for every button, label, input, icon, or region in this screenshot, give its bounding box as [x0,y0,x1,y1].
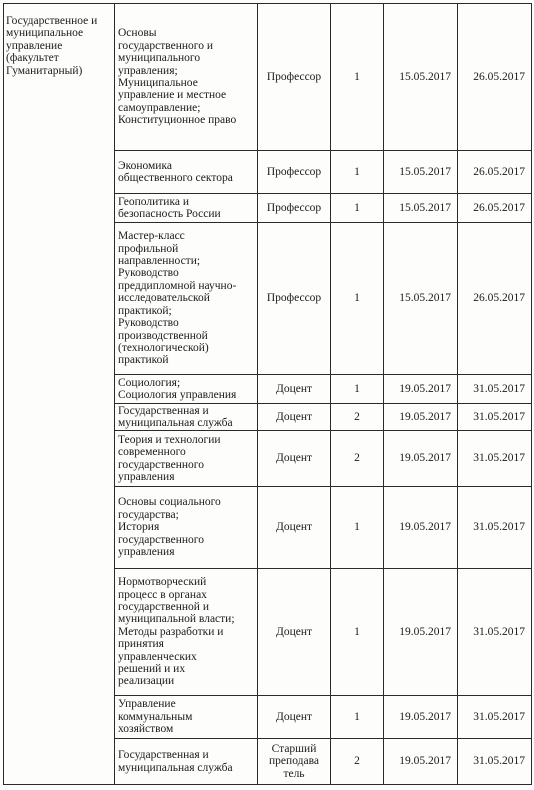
rate-cell: 1 [331,487,384,569]
end-date-cell: 31.05.2017 [458,431,532,487]
position-cell: Доцент [258,569,331,696]
end-date-cell: 31.05.2017 [458,569,532,696]
position-cell: Доцент [258,404,331,431]
position-cell: Профессор [258,194,331,223]
rate-cell: 2 [331,739,384,785]
rate-cell: 1 [331,696,384,739]
discipline-cell: Основы социального государства; История государственного управления [115,487,258,569]
start-date-cell: 19.05.2017 [384,569,458,696]
end-date-cell: 26.05.2017 [458,4,532,151]
rate-cell: 2 [331,431,384,487]
faculty-cell: Государственное и муниципальное управление (факультет Гуманитарный) [4,4,115,785]
rate-cell: 1 [331,375,384,404]
start-date-cell: 19.05.2017 [384,375,458,404]
position-cell: Доцент [258,375,331,404]
rate-cell: 1 [331,223,384,375]
start-date-cell: 19.05.2017 [384,696,458,739]
discipline-cell: Теория и технологии современного государственного управления [115,431,258,487]
vacancy-table [3,3,532,785]
position-cell: Профессор [258,4,331,151]
start-date-cell: 19.05.2017 [384,739,458,785]
start-date-cell: 19.05.2017 [384,404,458,431]
discipline-cell: Мастер-класс профильной направленности; Руководство преддипломной научно- исследовательской практикой; Руководство производственной (технологической) практикой [115,223,258,375]
discipline-cell: Управление коммунальным хозяйством [115,696,258,739]
discipline-cell: Экономика общественного сектора [115,151,258,194]
position-cell: Профессор [258,151,331,194]
end-date-cell: 26.05.2017 [458,151,532,194]
discipline-cell: Основы государственного и муниципального управления; Муниципальное управление и местное самоуправление; Конституционное право [115,4,258,151]
position-cell: Доцент [258,431,331,487]
end-date-cell: 31.05.2017 [458,487,532,569]
end-date-cell: 31.05.2017 [458,739,532,785]
start-date-cell: 15.05.2017 [384,4,458,151]
position-cell: Доцент [258,487,331,569]
discipline-cell: Социология; Социология управления [115,375,258,404]
discipline-cell: Государственная и муниципальная служба [115,739,258,785]
start-date-cell: 19.05.2017 [384,431,458,487]
start-date-cell: 19.05.2017 [384,487,458,569]
discipline-cell: Геополитика и безопасность России [115,194,258,223]
table-row [4,4,532,151]
discipline-cell: Нормотворческий процесс в органах государственной и муниципальной власти; Методы разработки и принятия управленческих решений и их реализации [115,569,258,696]
end-date-cell: 26.05.2017 [458,194,532,223]
rate-cell: 2 [331,404,384,431]
rate-cell: 1 [331,194,384,223]
position-cell: Старший преподава тель [258,739,331,785]
position-cell: Профессор [258,223,331,375]
rate-cell: 1 [331,4,384,151]
rate-cell: 1 [331,151,384,194]
end-date-cell: 26.05.2017 [458,223,532,375]
position-cell: Доцент [258,696,331,739]
end-date-cell: 31.05.2017 [458,696,532,739]
start-date-cell: 15.05.2017 [384,151,458,194]
discipline-cell: Государственная и муниципальная служба [115,404,258,431]
start-date-cell: 15.05.2017 [384,223,458,375]
end-date-cell: 31.05.2017 [458,375,532,404]
start-date-cell: 15.05.2017 [384,194,458,223]
rate-cell: 1 [331,569,384,696]
end-date-cell: 31.05.2017 [458,404,532,431]
